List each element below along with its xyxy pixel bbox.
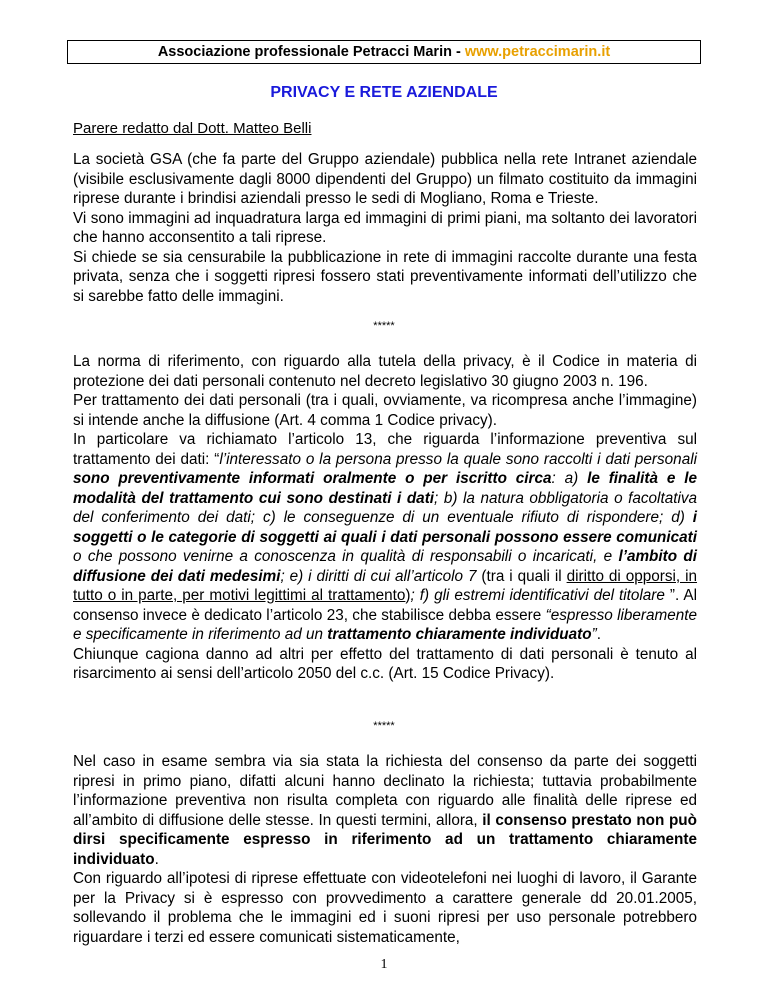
section-separator: ***** <box>373 320 395 332</box>
document-header <box>67 40 701 64</box>
section-norms <box>73 352 697 684</box>
header-org: Associazione professionale Petracci Marin - <box>157 44 465 60</box>
section-separator-2: ***** <box>373 720 395 732</box>
paragraph-article-13: In particolare va richiamato l’articolo 13, che riguarda l’informazione preventiva sul trattamento dei dati: “l’interessato o la persona presso la quale sono raccolti i dati personali sono preventivamente informati oralmente o per iscritto circa: a) le finalità e le modalità del trattamento cui sono destinati i dati; b) la natura obbligatoria o facoltativa del conferimento dei dati; c) le conseguenze di un eventuale rifiuto di rispondere; d) i soggetti o le categorie di soggetti ai quali i dati personali possono essere comunicati o che possono venirne a conoscenza in qualità di responsabili o incaricati, e l’ambito di diffusione dei dati medesimi; e) i diritti di cui all’articolo 7 (tra i quali il diritto di opporsi, in tutto o in parte, per motivi legittimi al trattamento); f) gli estremi identificativi del titolare ”. Al consenso invece è dedicato l’articolo 23, che stabilisce debba essere “espresso liberamente e specificamente in riferimento ad un trattamento chiaramente individuato”. <box>73 431 698 643</box>
paragraph: Chiunque cagiona danno ad altri per effetto del trattamento di dati personali è tenuto al risarcimento ai sensi dell’articolo 2050 del c.c. (Art. 15 Codice Privacy). <box>73 645 697 682</box>
header-site-link[interactable]: www.petraccimarin.it <box>464 44 611 60</box>
paragraph: Vi sono immagini ad inquadratura larga ed immagini di primi piani, ma soltanto dei lavoratori che hanno acconsentito a tali riprese. <box>73 209 697 246</box>
section-analysis <box>73 752 697 947</box>
paragraph: Con riguardo all’ipotesi di riprese effettuate con videotelefoni nei luoghi di lavoro, il Garante per la Privacy si è espresso con provvedimento a carattere generale dd 20.01.2005, sollevando il problema che le immagini ed i suoni ripresi per uso personale potrebbero riguardare i terzi ed essere comunicati sistematicamente, <box>73 870 697 946</box>
paragraph: Nel caso in esame sembra via sia stata la richiesta del consenso da parte dei soggetti ripresi in primo piano, difatti alcuni hanno declinato la richiesta; tuttavia probabilmente l’informazione preventiva non risulta completa con riguardo alle finalità delle riprese ed all’ambito di diffusione delle stesse. In questi termini, allora, il consenso prestato non può dirsi specificamente espresso in riferimento ad un trattamento chiaramente individuato. <box>73 753 697 868</box>
paragraph: Si chiede se sia censurabile la pubblicazione in rete di immagini raccolte durante una festa privata, senza che i soggetti ripresi fossero stati preventivamente informati dell’utilizzo che si sarebbe fatto delle immagini. <box>73 248 697 305</box>
section-question <box>73 150 697 306</box>
paragraph: Per trattamento dei dati personali (tra i quali, ovviamente, va ricompresa anche l’immagine) si intende anche la diffusione (Art. 4 comma 1 Codice privacy). <box>73 392 697 429</box>
document-title: PRIVACY E RETE AZIENDALE <box>270 84 498 101</box>
paragraph: La società GSA (che fa parte del Gruppo aziendale) pubblica nella rete Intranet aziendale (visibile esclusivamente dagli 8000 dipendenti del Gruppo) un filmato costituito da immagini riprese durante i brindisi aziendali presso le sedi di Mogliano, Roma e Trieste. <box>73 151 697 207</box>
byline: Parere redatto dal Dott. Matteo Belli <box>73 120 312 137</box>
page-number: 1 <box>380 957 388 972</box>
paragraph: La norma di riferimento, con riguardo alla tutela della privacy, è il Codice in materia di protezione dei dati personali contenuto nel decreto legislativo 30 giugno 2003 n. 196. <box>73 353 697 390</box>
